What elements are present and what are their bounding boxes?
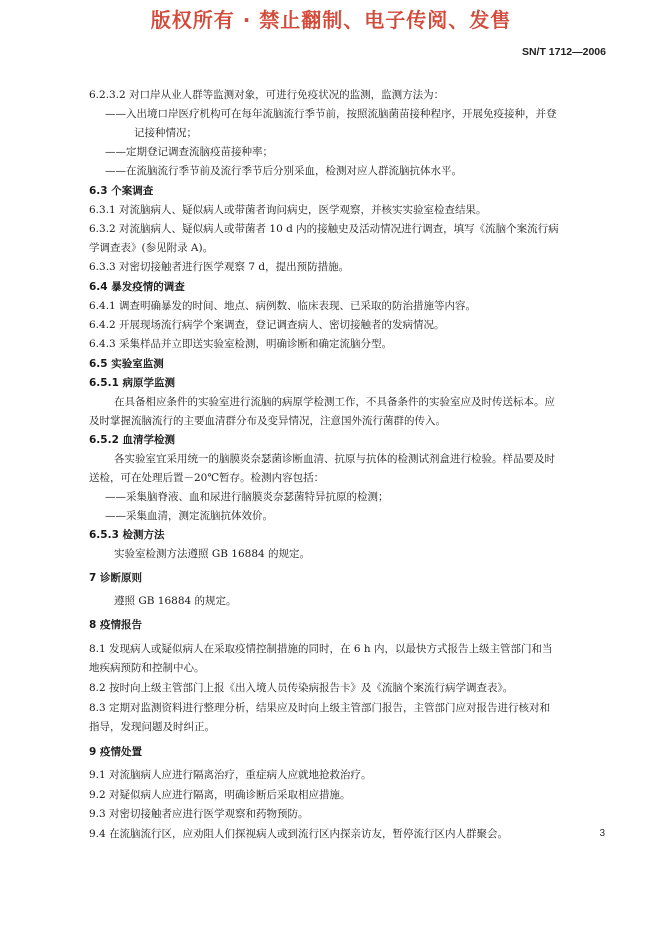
body-text-line: ——在流脑流行季节前及流行季节后分别采血，检测对应人群流脑抗体水平。 (105, 165, 462, 177)
body-text-line: ——采集脑脊液、血和尿进行脑膜炎奈瑟菌特异抗原的检测； (105, 491, 389, 503)
section-heading: 7 诊断原则 (89, 572, 142, 584)
body-text-line: 8.2 按时向上级主管部门上报《出入境人员传染病报告卡》及《流脑个案流行病学调查表》。 (89, 682, 514, 694)
page-number: 3 (599, 828, 605, 839)
body-text-line: 6.4.1 调查明确暴发的时间、地点、病例数、临床表现、已采取的防治措施等内容。 (89, 300, 477, 312)
body-text-line: ——定期登记调查流脑疫苗接种率； (105, 146, 273, 158)
body-text-line: 记接种情况； (134, 127, 197, 139)
body-text-line: 8.3 定期对监测资料进行整理分析，结果应及时向上级主管部门报告，主管部门应对报告进行核对和 (89, 702, 551, 714)
section-heading: 6.5.3 检测方法 (89, 529, 165, 541)
body-text-line: 9.3 对密切接触者应进行医学观察和药物预防。 (89, 808, 309, 820)
body-text-line: 6.4.3 采集样品并立即送实验室检测，明确诊断和确定流脑分型。 (89, 338, 393, 350)
body-text-line: 学调查表》(参见附录 A)。 (89, 242, 214, 254)
body-text-line: ——采集血清，测定流脑抗体效价。 (105, 510, 273, 522)
body-text-line: 6.4.2 开展现场流行病学个案调查，登记调查病人、密切接触者的发病情况。 (89, 319, 445, 331)
body-text-line: 6.3.2 对流脑病人、疑似病人或带菌者 10 d 内的接触史及活动情况进行调查，填写《流脑个案流行病 (89, 223, 559, 235)
body-text-line: 实验室检测方法遵照 GB 16884 的规定。 (114, 548, 311, 560)
section-heading: 6.5.2 血清学检测 (89, 434, 176, 446)
body-text-line: 各实验室宜采用统一的脑膜炎奈瑟菌诊断血清、抗原与抗体的检测试剂盒进行检验。样品要及时 (114, 453, 555, 465)
body-text-line: 9.2 对疑似病人应进行隔离，明确诊断后采取相应措施。 (89, 789, 351, 801)
section-heading: 6.5.1 病原学监测 (89, 377, 176, 389)
body-text-line: 及时掌握流脑流行的主要血清群分布及变异情况，注意国外流行菌群的传入。 (89, 415, 446, 427)
section-heading: 8 疫情报告 (89, 619, 142, 631)
standard-code: SN/T 1712—2006 (521, 46, 606, 58)
section-heading: 6.5 实验室监测 (89, 358, 164, 370)
body-text-line: 6.2.3.2 对口岸从业人群等监测对象，可进行免疫状况的监测，监测方法为： (89, 89, 445, 101)
body-text-line: 9.1 对流脑病人应进行隔离治疗，重症病人应就地抢救治疗。 (89, 769, 372, 781)
body-text-line: 6.3.3 对密切接触者进行医学观察 7 d，提出预防措施。 (89, 261, 350, 273)
section-heading: 6.3 个案调查 (89, 185, 154, 197)
section-heading: 6.4 暴发疫情的调查 (89, 281, 185, 293)
section-heading: 9 疫情处置 (89, 746, 142, 758)
body-text-line: ——入出境口岸医疗机构可在每年流脑流行季节前，按照流脑菌苗接种程序，开展免疫接种，并登 (105, 108, 557, 120)
body-text-line: 送检，可在处理后置－20℃暂存。检测内容包括： (89, 472, 325, 484)
body-text-line: 9.4 在流脑流行区，应劝阻人们探视病人或到流行区内探亲访友，暂停流行区内人群聚会。 (89, 828, 509, 840)
body-text-line: 指导，发现问题及时纠正。 (89, 721, 215, 733)
watermark-banner: 版权所有 · 禁止翻制、电子传阅、发售 (150, 8, 512, 32)
body-text-line: 6.3.1 对流脑病人、疑似病人或带菌者询问病史，医学观察，并核实实验室检查结果。 (89, 204, 487, 216)
body-text-line: 在具备相应条件的实验室进行流脑的病原学检测工作，不具备条件的实验室应及时传送标本。应 (114, 396, 555, 408)
body-text-line: 地疾病预防和控制中心。 (89, 662, 205, 674)
body-text-line: 遵照 GB 16884 的规定。 (114, 595, 237, 607)
body-text-line: 8.1 发现病人或疑似病人在采取疫情控制措施的同时，在 6 h 内，以最快方式报告上级主管部门和当 (89, 643, 553, 655)
